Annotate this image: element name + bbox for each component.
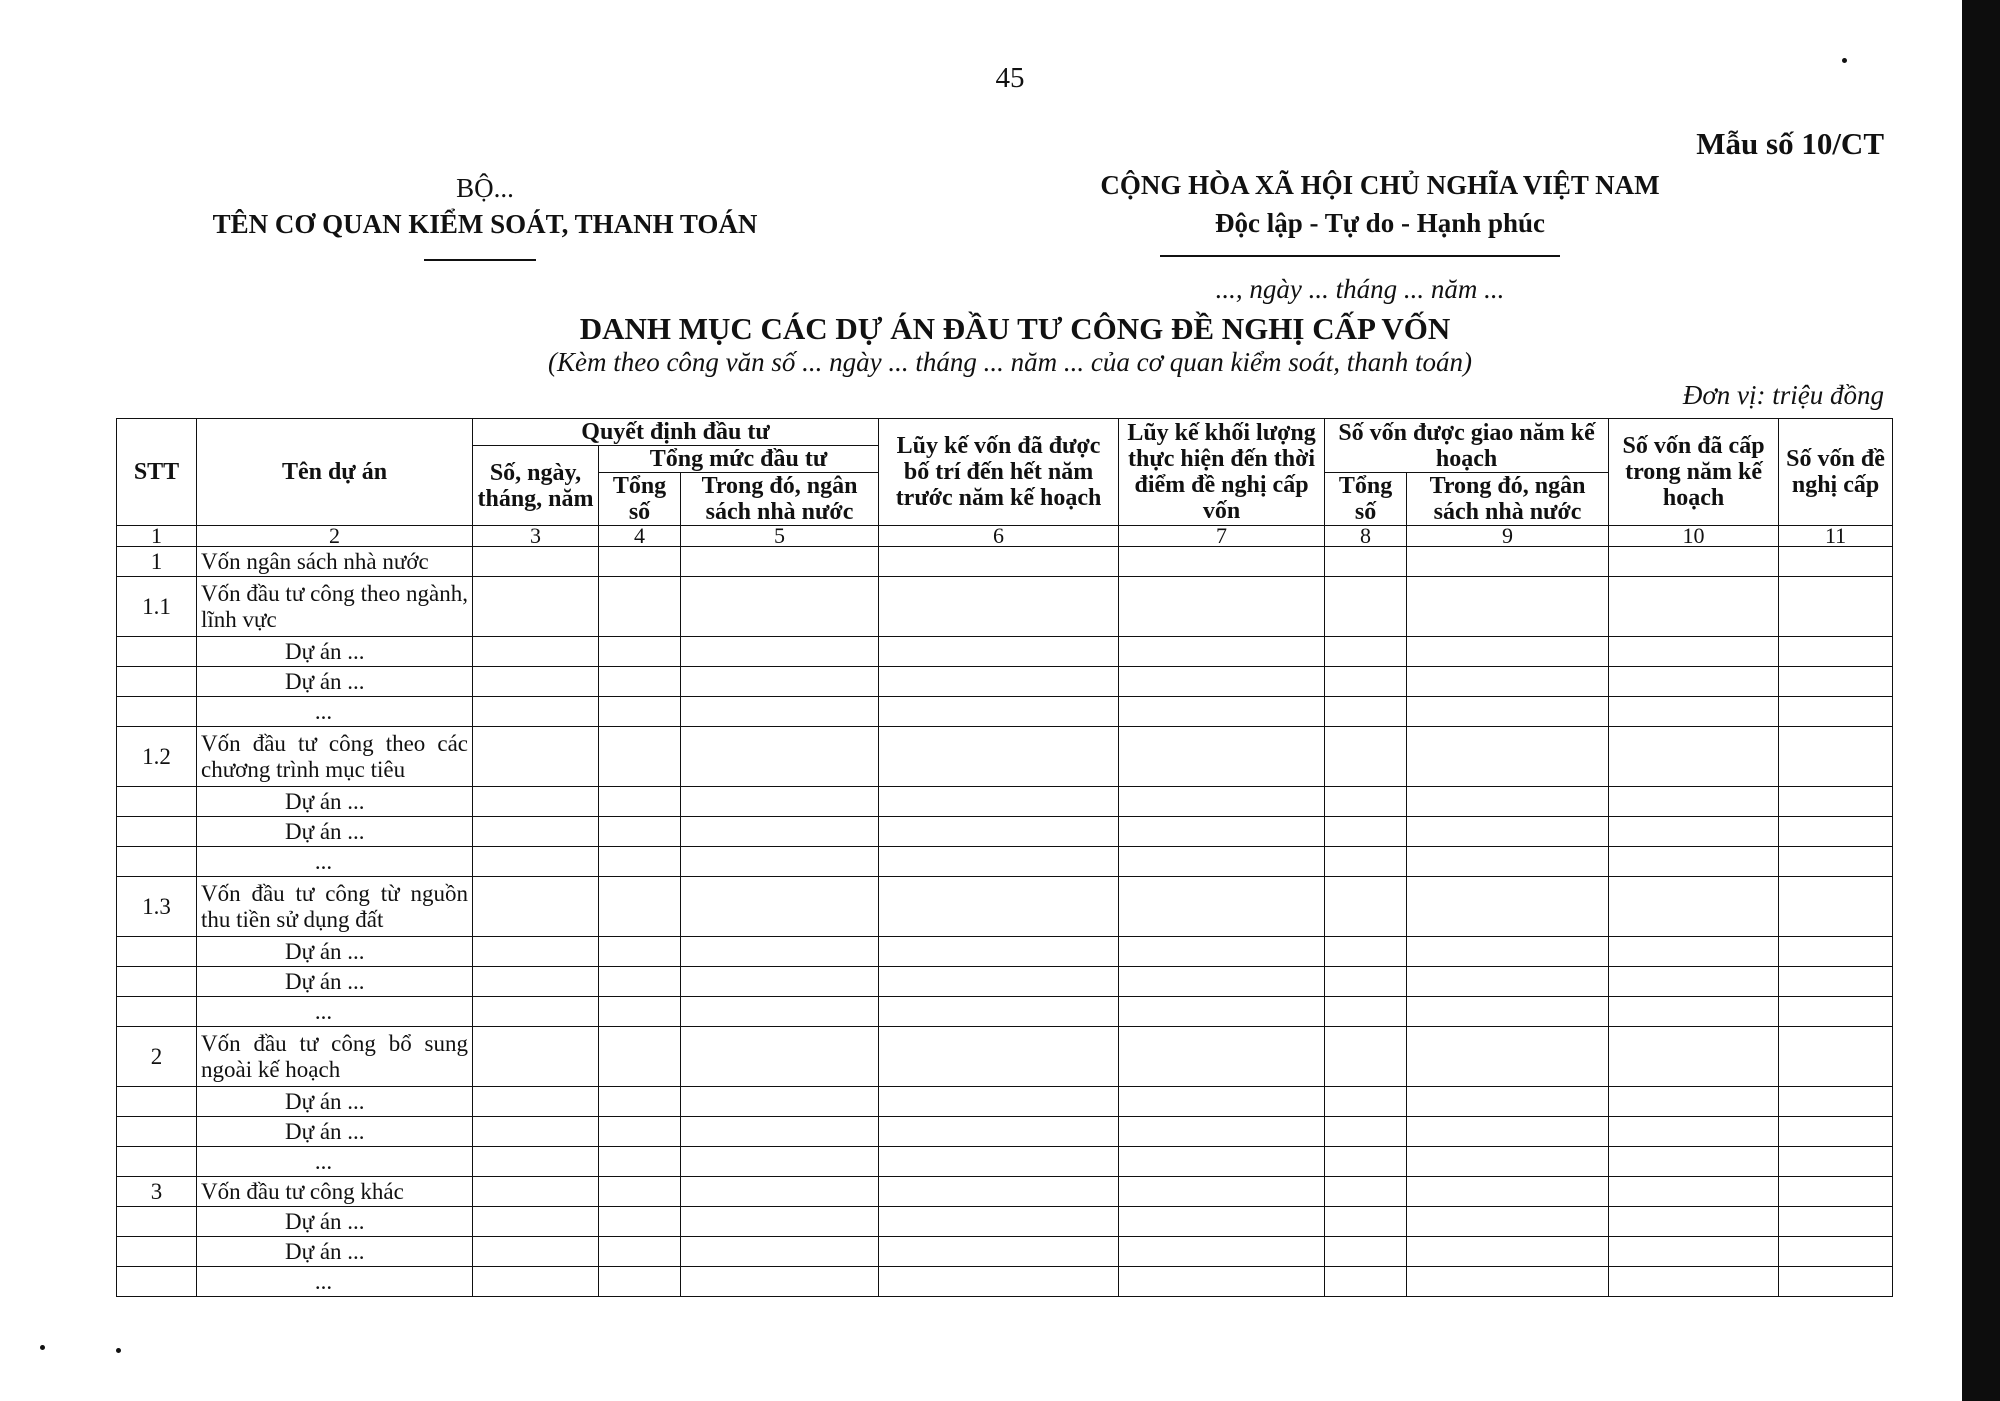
- empty-cell[interactable]: [681, 577, 879, 637]
- empty-cell[interactable]: [473, 1237, 599, 1267]
- empty-cell[interactable]: [879, 1207, 1119, 1237]
- row-project-name: Dự án ...: [197, 667, 473, 697]
- table-row: [117, 817, 1893, 847]
- empty-cell[interactable]: [599, 727, 681, 787]
- document-subtitle: (Kèm theo công văn số ... ngày ... tháng ... năm ... của cơ quan kiểm soát, thanh toán): [547, 347, 1473, 377]
- empty-cell[interactable]: [1779, 637, 1893, 667]
- empty-cell[interactable]: [1407, 577, 1609, 637]
- empty-cell[interactable]: [879, 577, 1119, 637]
- empty-cell[interactable]: [879, 847, 1119, 877]
- row-project-name: Vốn đầu tư công theo các chương trình mục tiêu: [197, 727, 473, 787]
- empty-cell[interactable]: [1119, 877, 1325, 937]
- empty-cell[interactable]: [599, 1267, 681, 1297]
- empty-cell[interactable]: [681, 1267, 879, 1297]
- empty-cell[interactable]: [1609, 637, 1779, 667]
- empty-cell[interactable]: [1779, 937, 1893, 967]
- header-state-budget: Trong đó, ngân sách nhà nước: [681, 473, 879, 526]
- empty-cell[interactable]: [1119, 847, 1325, 877]
- empty-cell[interactable]: [599, 847, 681, 877]
- empty-cell[interactable]: [1407, 1087, 1609, 1117]
- row-project-name: Dự án ...: [197, 637, 473, 667]
- empty-cell[interactable]: [1407, 847, 1609, 877]
- row-stt: [117, 1267, 197, 1297]
- column-number: 3: [473, 526, 599, 547]
- row-project-name: ...: [197, 1267, 473, 1297]
- empty-cell[interactable]: [599, 1147, 681, 1177]
- empty-cell[interactable]: [1407, 937, 1609, 967]
- row-stt: 1.2: [117, 727, 197, 787]
- empty-cell[interactable]: [473, 817, 599, 847]
- empty-cell[interactable]: [1609, 1027, 1779, 1087]
- empty-cell[interactable]: [879, 667, 1119, 697]
- empty-cell[interactable]: [599, 637, 681, 667]
- empty-cell[interactable]: [1325, 937, 1407, 967]
- empty-cell[interactable]: [599, 667, 681, 697]
- empty-cell[interactable]: [1779, 1237, 1893, 1267]
- empty-cell[interactable]: [473, 637, 599, 667]
- empty-cell[interactable]: [1325, 847, 1407, 877]
- row-project-name: Dự án ...: [197, 1087, 473, 1117]
- empty-cell[interactable]: [879, 637, 1119, 667]
- empty-cell[interactable]: [879, 1147, 1119, 1177]
- row-stt: [117, 1117, 197, 1147]
- row-project-name: Dự án ...: [197, 937, 473, 967]
- document-title: DANH MỤC CÁC DỰ ÁN ĐẦU TƯ CÔNG ĐỀ NGHỊ CẤP VỐN: [579, 311, 1451, 346]
- empty-cell[interactable]: [599, 547, 681, 577]
- empty-cell[interactable]: [1325, 1237, 1407, 1267]
- header-accumulated-capital: Lũy kế vốn đã được bố trí đến hết năm trước năm kế hoạch: [879, 419, 1119, 526]
- empty-cell[interactable]: [681, 1237, 879, 1267]
- empty-cell[interactable]: [681, 1207, 879, 1237]
- header-assigned-capital: Số vốn được giao năm kế hoạch: [1325, 419, 1609, 473]
- empty-cell[interactable]: [1407, 1117, 1609, 1147]
- empty-cell[interactable]: [1325, 1177, 1407, 1207]
- empty-cell[interactable]: [599, 1207, 681, 1237]
- empty-cell[interactable]: [1325, 637, 1407, 667]
- empty-cell[interactable]: [1325, 967, 1407, 997]
- empty-cell[interactable]: [599, 1177, 681, 1207]
- row-stt: 1.1: [117, 577, 197, 637]
- empty-cell[interactable]: [1609, 1087, 1779, 1117]
- empty-cell[interactable]: [879, 937, 1119, 967]
- empty-cell[interactable]: [473, 547, 599, 577]
- left-header: [175, 170, 795, 242]
- header-total-investment: Tổng mức đầu tư: [599, 446, 879, 473]
- header-stt: STT: [117, 419, 197, 526]
- empty-cell[interactable]: [1119, 547, 1325, 577]
- motto-label: Độc lập - Tự do - Hạnh phúc: [1214, 208, 1546, 238]
- column-number: 5: [681, 526, 879, 547]
- header-state-budget-2: Trong đó, ngân sách nhà nước: [1407, 473, 1609, 526]
- empty-cell[interactable]: [879, 1117, 1119, 1147]
- header-investment-decision: Quyết định đầu tư: [473, 419, 879, 446]
- empty-cell[interactable]: [599, 697, 681, 727]
- empty-cell[interactable]: [1325, 877, 1407, 937]
- table-row: [117, 937, 1893, 967]
- table-row: [117, 667, 1893, 697]
- empty-cell[interactable]: [1609, 1177, 1779, 1207]
- empty-cell[interactable]: [1119, 697, 1325, 727]
- header-total-2: Tổng số: [1325, 473, 1407, 526]
- column-number: 8: [1325, 526, 1407, 547]
- empty-cell[interactable]: [1407, 547, 1609, 577]
- empty-cell[interactable]: [1779, 1027, 1893, 1087]
- empty-cell[interactable]: [1779, 547, 1893, 577]
- table-row: [117, 787, 1893, 817]
- empty-cell[interactable]: [1119, 1147, 1325, 1177]
- empty-cell[interactable]: [681, 1027, 879, 1087]
- row-project-name: ...: [197, 847, 473, 877]
- row-project-name: Dự án ...: [197, 1207, 473, 1237]
- empty-cell[interactable]: [1407, 817, 1609, 847]
- header-accumulated-volume: Lũy kế khối lượng thực hiện đến thời điểm đề nghị cấp vốn: [1119, 419, 1325, 526]
- empty-cell[interactable]: [1407, 787, 1609, 817]
- row-stt: [117, 1087, 197, 1117]
- header-project-name: Tên dự án: [197, 419, 473, 526]
- empty-cell[interactable]: [1119, 1207, 1325, 1237]
- table-row: [117, 967, 1893, 997]
- empty-cell[interactable]: [1325, 1267, 1407, 1297]
- column-number: 10: [1609, 526, 1779, 547]
- empty-cell[interactable]: [1407, 727, 1609, 787]
- empty-cell[interactable]: [1609, 1237, 1779, 1267]
- table-row: [117, 547, 1893, 577]
- empty-cell[interactable]: [1325, 547, 1407, 577]
- empty-cell[interactable]: [879, 877, 1119, 937]
- empty-cell[interactable]: [1119, 577, 1325, 637]
- table-row: [117, 577, 1893, 637]
- empty-cell[interactable]: [599, 1237, 681, 1267]
- row-project-name: Vốn đầu tư công bổ sung ngoài kế hoạch: [197, 1027, 473, 1087]
- empty-cell[interactable]: [1325, 667, 1407, 697]
- table-row: [117, 997, 1893, 1027]
- form-code: Mẫu số 10/CT: [1696, 126, 1884, 161]
- date-line: ..., ngày ... tháng ... năm ...: [1215, 274, 1505, 304]
- empty-cell[interactable]: [1609, 877, 1779, 937]
- empty-cell[interactable]: [681, 697, 879, 727]
- empty-cell[interactable]: [473, 697, 599, 727]
- header-total: Tổng số: [599, 473, 681, 526]
- empty-cell[interactable]: [473, 787, 599, 817]
- row-stt: [117, 997, 197, 1027]
- empty-cell[interactable]: [1119, 787, 1325, 817]
- agency-label: TÊN CƠ QUAN KIỂM SOÁT, THANH TOÁN: [212, 209, 758, 239]
- table-row: [117, 727, 1893, 787]
- table-row: [117, 1207, 1893, 1237]
- empty-cell[interactable]: [1325, 1147, 1407, 1177]
- scan-speck: [1842, 58, 1847, 63]
- empty-cell[interactable]: [681, 1177, 879, 1207]
- column-number: 4: [599, 526, 681, 547]
- empty-cell[interactable]: [879, 787, 1119, 817]
- row-stt: [117, 847, 197, 877]
- empty-cell[interactable]: [1407, 1267, 1609, 1297]
- empty-cell[interactable]: [1779, 1147, 1893, 1177]
- table-row: [117, 1147, 1893, 1177]
- empty-cell[interactable]: [1407, 667, 1609, 697]
- table-row: [117, 877, 1893, 937]
- table-row: [117, 1087, 1893, 1117]
- empty-cell[interactable]: [473, 667, 599, 697]
- empty-cell[interactable]: [1407, 877, 1609, 937]
- empty-cell[interactable]: [879, 967, 1119, 997]
- empty-cell[interactable]: [879, 1237, 1119, 1267]
- scan-speck: [116, 1348, 121, 1353]
- empty-cell[interactable]: [879, 1177, 1119, 1207]
- empty-cell[interactable]: [681, 547, 879, 577]
- empty-cell[interactable]: [1325, 577, 1407, 637]
- empty-cell[interactable]: [1119, 637, 1325, 667]
- empty-cell[interactable]: [1779, 787, 1893, 817]
- table-row: [117, 1027, 1893, 1087]
- table-row: [117, 1267, 1893, 1297]
- empty-cell[interactable]: [599, 997, 681, 1027]
- row-stt: 1.3: [117, 877, 197, 937]
- empty-cell[interactable]: [1407, 1237, 1609, 1267]
- empty-cell[interactable]: [1779, 697, 1893, 727]
- column-number: 11: [1779, 526, 1893, 547]
- empty-cell[interactable]: [1407, 967, 1609, 997]
- empty-cell[interactable]: [1119, 1237, 1325, 1267]
- empty-cell[interactable]: [1779, 817, 1893, 847]
- empty-cell[interactable]: [1407, 637, 1609, 667]
- country-label: CỘNG HÒA XÃ HỘI CHỦ NGHĨA VIỆT NAM: [1100, 170, 1660, 200]
- empty-cell[interactable]: [879, 1027, 1119, 1087]
- empty-cell[interactable]: [1119, 967, 1325, 997]
- empty-cell[interactable]: [1779, 1207, 1893, 1237]
- row-stt: [117, 967, 197, 997]
- empty-cell[interactable]: [1609, 847, 1779, 877]
- empty-cell[interactable]: [1119, 817, 1325, 847]
- empty-cell[interactable]: [473, 1267, 599, 1297]
- empty-cell[interactable]: [1325, 787, 1407, 817]
- empty-cell[interactable]: [879, 817, 1119, 847]
- row-project-name: Vốn đầu tư công khác: [197, 1177, 473, 1207]
- project-table: [116, 418, 1893, 1297]
- empty-cell[interactable]: [1325, 1027, 1407, 1087]
- empty-cell[interactable]: [473, 847, 599, 877]
- empty-cell[interactable]: [681, 1117, 879, 1147]
- empty-cell[interactable]: [1609, 1117, 1779, 1147]
- empty-cell[interactable]: [1325, 697, 1407, 727]
- page-number: 45: [995, 62, 1025, 94]
- empty-cell[interactable]: [1609, 937, 1779, 967]
- empty-cell[interactable]: [681, 877, 879, 937]
- row-stt: [117, 667, 197, 697]
- empty-cell[interactable]: [473, 1117, 599, 1147]
- column-number: 7: [1119, 526, 1325, 547]
- row-stt: [117, 637, 197, 667]
- empty-cell[interactable]: [1325, 1207, 1407, 1237]
- empty-cell[interactable]: [473, 967, 599, 997]
- empty-cell[interactable]: [879, 547, 1119, 577]
- row-stt: 2: [117, 1027, 197, 1087]
- empty-cell[interactable]: [681, 1147, 879, 1177]
- row-project-name: Dự án ...: [197, 1237, 473, 1267]
- empty-cell[interactable]: [681, 1087, 879, 1117]
- empty-cell[interactable]: [473, 1207, 599, 1237]
- header-capital-allocated: Số vốn đã cấp trong năm kế hoạch: [1609, 419, 1779, 526]
- empty-cell[interactable]: [1325, 1117, 1407, 1147]
- table-row: [117, 1237, 1893, 1267]
- unit-label: Đơn vị: triệu đồng: [1682, 380, 1884, 410]
- right-header-rule: [1160, 255, 1560, 257]
- empty-cell[interactable]: [599, 787, 681, 817]
- empty-cell[interactable]: [1609, 1147, 1779, 1177]
- row-stt: [117, 1237, 197, 1267]
- row-stt: 3: [117, 1177, 197, 1207]
- empty-cell[interactable]: [1779, 577, 1893, 637]
- row-stt: [117, 1207, 197, 1237]
- empty-cell[interactable]: [1407, 1207, 1609, 1237]
- empty-cell[interactable]: [1407, 697, 1609, 727]
- right-header: [1040, 166, 1720, 242]
- empty-cell[interactable]: [1119, 1027, 1325, 1087]
- empty-cell[interactable]: [1119, 937, 1325, 967]
- empty-cell[interactable]: [599, 967, 681, 997]
- row-stt: [117, 697, 197, 727]
- row-project-name: ...: [197, 997, 473, 1027]
- empty-cell[interactable]: [1779, 1087, 1893, 1117]
- empty-cell[interactable]: [473, 1087, 599, 1117]
- header-capital-requested: Số vốn đề nghị cấp: [1779, 419, 1893, 526]
- empty-cell[interactable]: [681, 787, 879, 817]
- empty-cell[interactable]: [1407, 1147, 1609, 1177]
- empty-cell[interactable]: [1779, 967, 1893, 997]
- row-project-name: ...: [197, 1147, 473, 1177]
- column-number: 9: [1407, 526, 1609, 547]
- empty-cell[interactable]: [1609, 577, 1779, 637]
- empty-cell[interactable]: [1779, 667, 1893, 697]
- empty-cell[interactable]: [1779, 1267, 1893, 1297]
- empty-cell[interactable]: [473, 877, 599, 937]
- empty-cell[interactable]: [1609, 727, 1779, 787]
- empty-cell[interactable]: [1119, 1087, 1325, 1117]
- empty-cell[interactable]: [1119, 727, 1325, 787]
- empty-cell[interactable]: [473, 937, 599, 967]
- empty-cell[interactable]: [473, 997, 599, 1027]
- empty-cell[interactable]: [473, 577, 599, 637]
- empty-cell[interactable]: [1609, 1267, 1779, 1297]
- empty-cell[interactable]: [1119, 667, 1325, 697]
- empty-cell[interactable]: [879, 1087, 1119, 1117]
- empty-cell[interactable]: [1779, 1177, 1893, 1207]
- empty-cell[interactable]: [473, 1147, 599, 1177]
- ministry-label: BỘ...: [456, 173, 514, 203]
- column-number: 2: [197, 526, 473, 547]
- empty-cell[interactable]: [681, 667, 879, 697]
- empty-cell[interactable]: [473, 1027, 599, 1087]
- empty-cell[interactable]: [681, 967, 879, 997]
- empty-cell[interactable]: [1779, 727, 1893, 787]
- empty-cell[interactable]: [879, 697, 1119, 727]
- empty-cell[interactable]: [1119, 997, 1325, 1027]
- row-project-name: ...: [197, 697, 473, 727]
- empty-cell[interactable]: [1119, 1177, 1325, 1207]
- empty-cell[interactable]: [599, 577, 681, 637]
- header-decision-number-date: Số, ngày, tháng, năm: [473, 446, 599, 526]
- empty-cell[interactable]: [681, 997, 879, 1027]
- row-stt: [117, 817, 197, 847]
- empty-cell[interactable]: [879, 997, 1119, 1027]
- empty-cell[interactable]: [1407, 1177, 1609, 1207]
- empty-cell[interactable]: [599, 877, 681, 937]
- empty-cell[interactable]: [1325, 1087, 1407, 1117]
- empty-cell[interactable]: [879, 727, 1119, 787]
- empty-cell[interactable]: [681, 817, 879, 847]
- row-project-name: Vốn đầu tư công từ nguồn thu tiền sử dụng đất: [197, 877, 473, 937]
- empty-cell[interactable]: [681, 937, 879, 967]
- table-row: [117, 847, 1893, 877]
- empty-cell[interactable]: [1119, 1267, 1325, 1297]
- empty-cell[interactable]: [1779, 847, 1893, 877]
- row-project-name: Dự án ...: [197, 787, 473, 817]
- row-stt: [117, 1147, 197, 1177]
- empty-cell[interactable]: [1609, 667, 1779, 697]
- table-row: [117, 637, 1893, 667]
- table-row: [117, 697, 1893, 727]
- empty-cell[interactable]: [1779, 1117, 1893, 1147]
- table-row: [117, 1117, 1893, 1147]
- empty-cell[interactable]: [681, 727, 879, 787]
- empty-cell[interactable]: [1407, 997, 1609, 1027]
- table-body: [117, 547, 1893, 1297]
- empty-cell[interactable]: [1325, 997, 1407, 1027]
- empty-cell[interactable]: [599, 1087, 681, 1117]
- empty-cell[interactable]: [1407, 1027, 1609, 1087]
- empty-cell[interactable]: [681, 847, 879, 877]
- empty-cell[interactable]: [1609, 817, 1779, 847]
- row-stt: 1: [117, 547, 197, 577]
- row-project-name: Dự án ...: [197, 817, 473, 847]
- empty-cell[interactable]: [473, 1177, 599, 1207]
- column-number: 1: [117, 526, 197, 547]
- empty-cell[interactable]: [1325, 727, 1407, 787]
- empty-cell[interactable]: [1609, 997, 1779, 1027]
- empty-cell[interactable]: [1119, 1117, 1325, 1147]
- empty-cell[interactable]: [1609, 787, 1779, 817]
- empty-cell[interactable]: [1609, 967, 1779, 997]
- empty-cell[interactable]: [1609, 547, 1779, 577]
- empty-cell[interactable]: [473, 727, 599, 787]
- empty-cell[interactable]: [1609, 1207, 1779, 1237]
- empty-cell[interactable]: [599, 817, 681, 847]
- left-header-rule: [424, 259, 536, 261]
- empty-cell[interactable]: [681, 637, 879, 667]
- column-number: 6: [879, 526, 1119, 547]
- empty-cell[interactable]: [1325, 817, 1407, 847]
- empty-cell[interactable]: [1779, 877, 1893, 937]
- row-project-name: Vốn đầu tư công theo ngành, lĩnh vực: [197, 577, 473, 637]
- empty-cell[interactable]: [599, 1117, 681, 1147]
- row-project-name: Vốn ngân sách nhà nước: [197, 547, 473, 577]
- row-stt: [117, 937, 197, 967]
- row-stt: [117, 787, 197, 817]
- row-project-name: Dự án ...: [197, 1117, 473, 1147]
- scan-speck: [40, 1345, 45, 1350]
- empty-cell[interactable]: [599, 937, 681, 967]
- table-row: [117, 1177, 1893, 1207]
- empty-cell[interactable]: [1609, 697, 1779, 727]
- empty-cell[interactable]: [879, 1267, 1119, 1297]
- row-project-name: Dự án ...: [197, 967, 473, 997]
- empty-cell[interactable]: [599, 1027, 681, 1087]
- column-number-row: [117, 526, 1893, 547]
- empty-cell[interactable]: [1779, 997, 1893, 1027]
- scan-edge-bar: [1962, 0, 2000, 1401]
